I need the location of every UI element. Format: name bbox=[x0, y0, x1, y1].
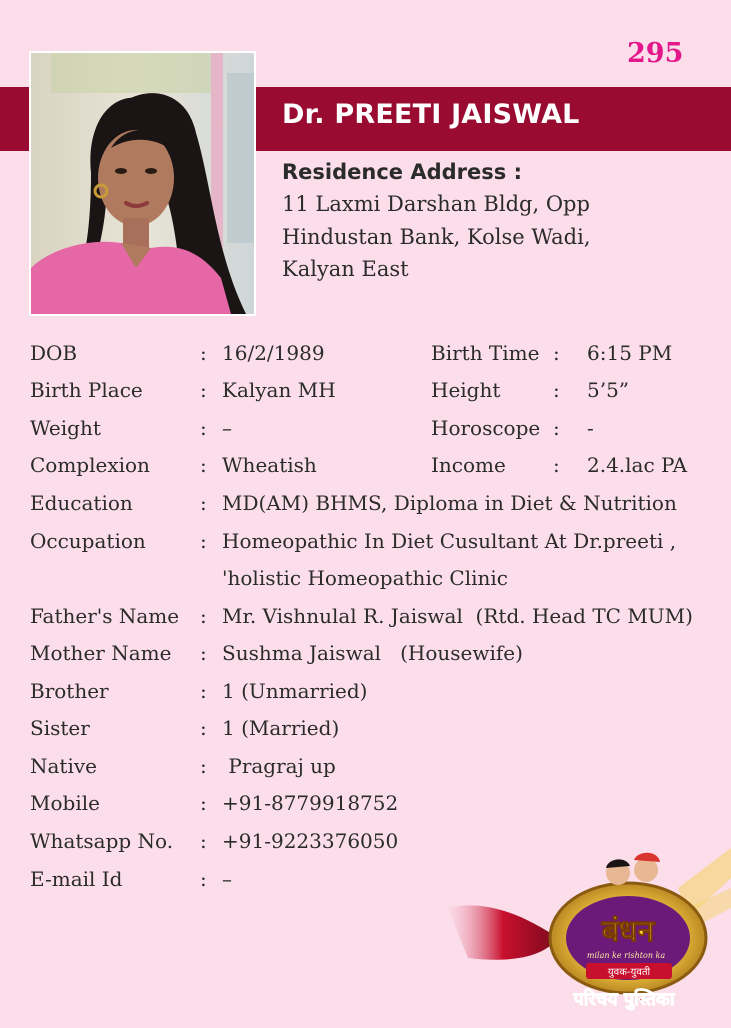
father-name-colon: : bbox=[200, 604, 207, 628]
address-line-2: Hindustan Bank, Kolse Wadi, bbox=[282, 225, 591, 249]
dob-colon: : bbox=[200, 341, 207, 365]
birth-time-label: Birth Time bbox=[431, 341, 540, 365]
logo-sub-text: milan ke rishton ka bbox=[586, 951, 666, 960]
mobile-label: Mobile bbox=[30, 791, 100, 815]
father-name-value: Mr. Vishnulal R. Jaiswal (Rtd. Head TC MUM) bbox=[222, 604, 693, 628]
address-line-3: Kalyan East bbox=[282, 257, 409, 281]
whatsapp-label: Whatsapp No. bbox=[30, 829, 174, 853]
email-value: – bbox=[222, 867, 232, 891]
complexion-label: Complexion bbox=[30, 453, 150, 477]
page-number: 295 bbox=[627, 38, 684, 69]
occupation-value-line-2: 'holistic Homeopathic Clinic bbox=[222, 566, 508, 590]
sister-label: Sister bbox=[30, 716, 90, 740]
height-label: Height bbox=[431, 378, 501, 402]
brother-colon: : bbox=[200, 679, 207, 703]
education-colon: : bbox=[200, 491, 207, 515]
email-label: E-mail Id bbox=[30, 867, 123, 891]
mobile-colon: : bbox=[200, 791, 207, 815]
birth-time-colon: : bbox=[553, 341, 560, 365]
mobile-value: +91-8779918752 bbox=[222, 791, 399, 815]
birth-place-label: Birth Place bbox=[30, 378, 143, 402]
brother-label: Brother bbox=[30, 679, 109, 703]
email-colon: : bbox=[200, 867, 207, 891]
native-label: Native bbox=[30, 754, 97, 778]
bandhan-logo bbox=[448, 848, 731, 1024]
weight-value: – bbox=[222, 416, 232, 440]
mother-name-colon: : bbox=[200, 641, 207, 665]
horoscope-label: Horoscope bbox=[431, 416, 541, 440]
height-colon: : bbox=[553, 378, 560, 402]
dob-value: 16/2/1989 bbox=[222, 341, 325, 365]
complexion-value: Wheatish bbox=[222, 453, 317, 477]
birth-time-value: 6:15 PM bbox=[587, 341, 673, 365]
occupation-value: Homeopathic In Diet Cusultant At Dr.preeti , bbox=[222, 529, 677, 553]
native-value: Pragraj up bbox=[222, 754, 336, 778]
weight-colon: : bbox=[200, 416, 207, 440]
sister-colon: : bbox=[200, 716, 207, 740]
brother-value: 1 (Unmarried) bbox=[222, 679, 368, 703]
profile-photo bbox=[29, 51, 256, 316]
birth-place-value: Kalyan MH bbox=[222, 378, 336, 402]
sister-value: 1 (Married) bbox=[222, 716, 340, 740]
whatsapp-value: +91-9223376050 bbox=[222, 829, 399, 853]
logo-bottom-text: परिचय पुस्तिका bbox=[573, 989, 675, 1010]
profile-name: Dr. PREETI JAISWAL bbox=[282, 99, 580, 130]
height-value: 5’5” bbox=[587, 378, 630, 402]
income-value: 2.4.lac PA bbox=[587, 453, 688, 477]
occupation-label: Occupation bbox=[30, 529, 146, 553]
logo-main-text: बंधन bbox=[601, 914, 655, 949]
horoscope-value: - bbox=[587, 416, 594, 440]
income-colon: : bbox=[553, 453, 560, 477]
address-line-1: 11 Laxmi Darshan Bldg, Opp bbox=[282, 192, 590, 216]
income-label: Income bbox=[431, 453, 506, 477]
birth-place-colon: : bbox=[200, 378, 207, 402]
education-label: Education bbox=[30, 491, 133, 515]
native-colon: : bbox=[200, 754, 207, 778]
weight-label: Weight bbox=[30, 416, 101, 440]
residence-heading: Residence Address : bbox=[282, 160, 522, 184]
complexion-colon: : bbox=[200, 453, 207, 477]
logo-ribbon-text: युवक-युवती bbox=[607, 967, 651, 978]
occupation-colon: : bbox=[200, 529, 207, 553]
mother-name-value: Sushma Jaiswal (Housewife) bbox=[222, 641, 523, 665]
education-value: MD(AM) BHMS, Diploma in Diet & Nutrition bbox=[222, 491, 677, 515]
father-name-label: Father's Name bbox=[30, 604, 180, 628]
mother-name-label: Mother Name bbox=[30, 641, 172, 665]
whatsapp-colon: : bbox=[200, 829, 207, 853]
horoscope-colon: : bbox=[553, 416, 560, 440]
dob-label: DOB bbox=[30, 341, 78, 365]
